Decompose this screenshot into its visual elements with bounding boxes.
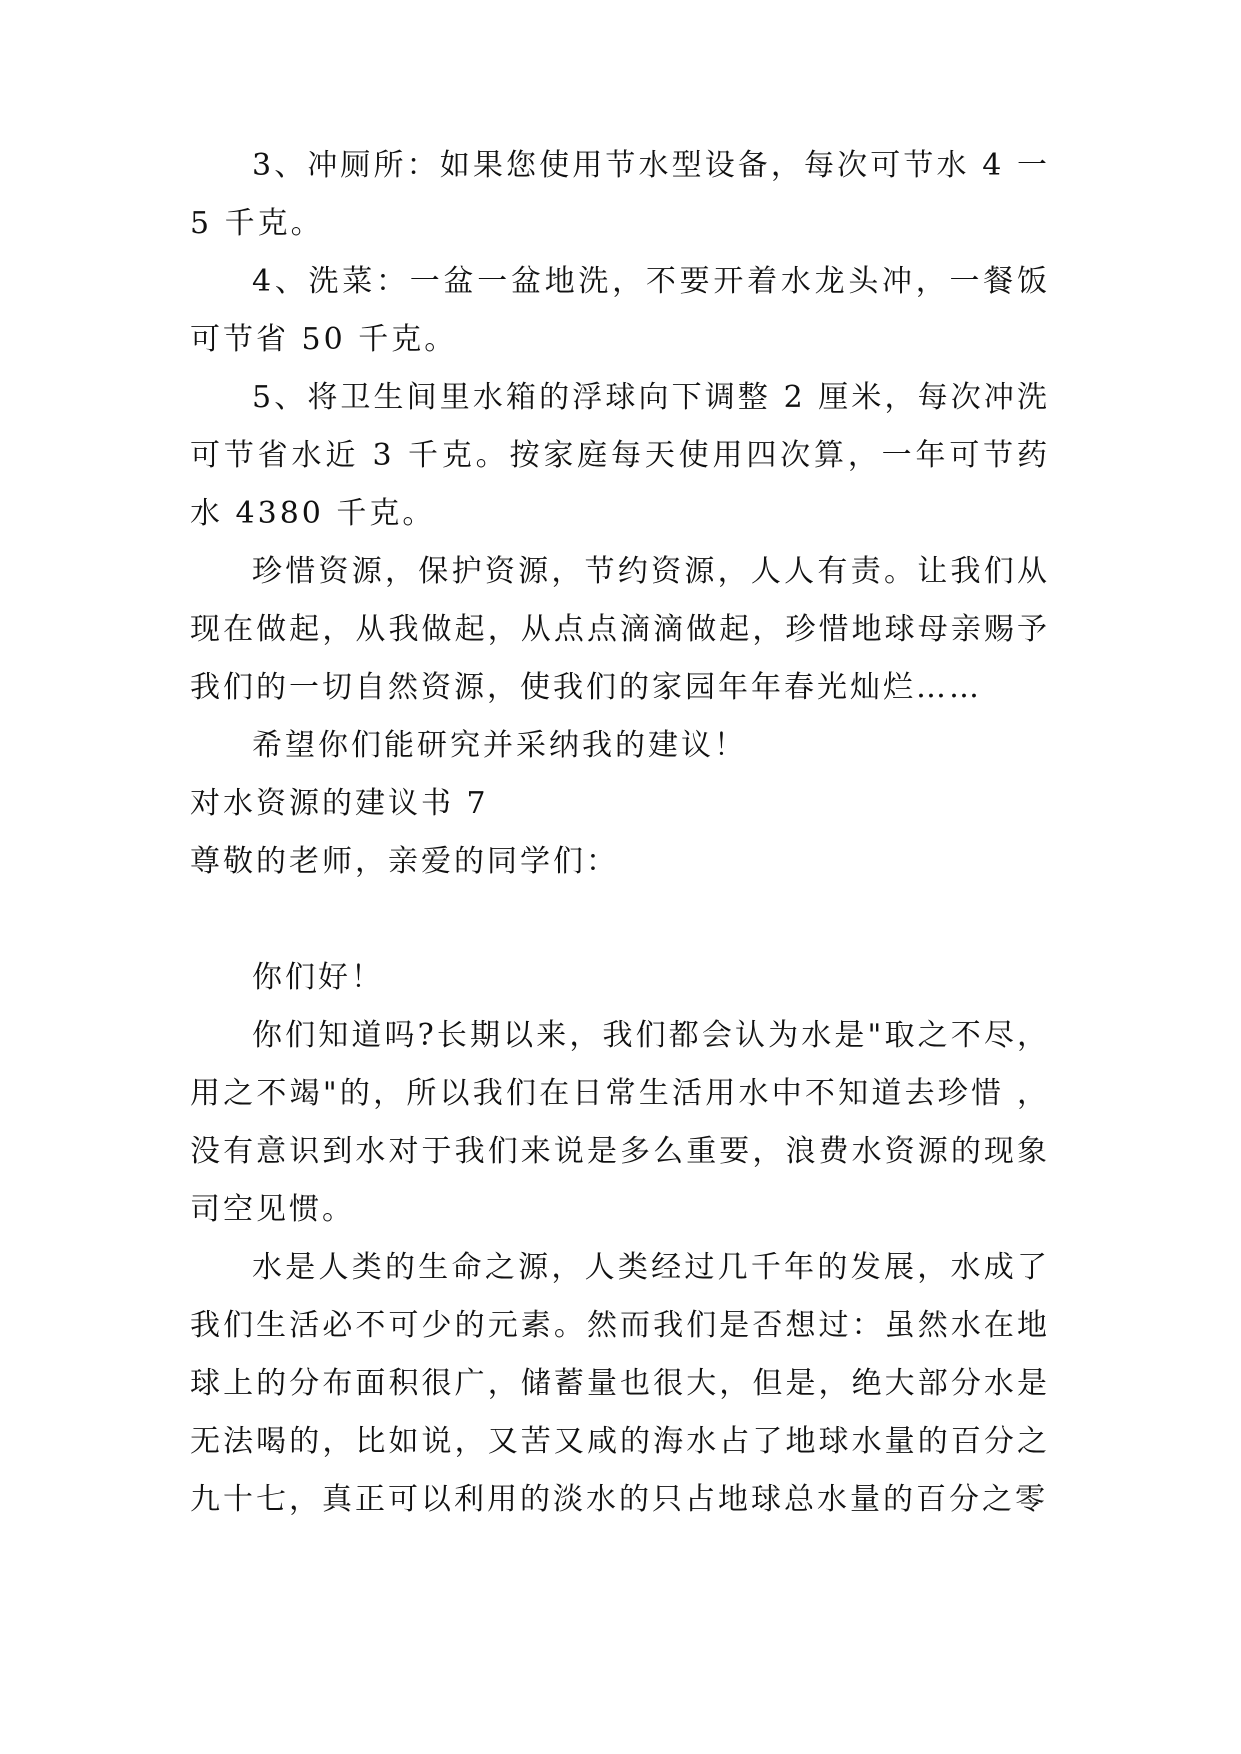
document-body: [190, 137, 1050, 1529]
paragraph-did-you-know: 你们知道吗?长期以来，我们都会认为水是"取之不尽，用之不竭"的，所以我们在日常生活用水中不知道去珍惜 ，没有意识到水对于我们来说是多么重要，浪费水资源的现象司空见惯。: [190, 1018, 1050, 1227]
paragraph-cherish-resources: 珍惜资源，保护资源，节约资源，人人有责。让我们从现在做起，从我做起，从点点滴滴做起，珍惜地球母亲赐予我们的一切自然资源，使我们的家园年年春光灿烂……: [190, 554, 1050, 705]
paragraph-flush-toilet: 3、冲厕所：如果您使用节水型设备，每次可节水 4 一 5 千克。: [190, 148, 1050, 241]
greeting: 你们好！: [252, 960, 384, 995]
paragraph-hope: 希望你们能研究并采纳我的建议！: [252, 728, 747, 763]
paragraph-toilet-float: 5、将卫生间里水箱的浮球向下调整 2 厘米，每次冲洗可节省水近 3 千克。按家庭每天使用四次算，一年可节药水 4380 千克。: [190, 380, 1050, 531]
section-title: 对水资源的建议书 7: [190, 786, 489, 821]
paragraph-water-source-of-life: 水是人类的生命之源，人类经过几千年的发展，水成了我们生活必不可少的元素。然而我们是否想过：虽然水在地球上的分布面积很广，储蓄量也很大，但是，绝大部分水是无法喝的，比如说，又苦又咸的海水占了地球水量的百分之九十七，真正可以利用的淡水的只占地球总水量的百分之零: [190, 1250, 1050, 1517]
paragraph-wash-vegetables: 4、洗菜：一盆一盆地洗，不要开着水龙头冲，一餐饭可节省 50 千克。: [190, 264, 1050, 357]
blank-line: [190, 891, 1050, 949]
salutation: 尊敬的老师，亲爱的同学们：: [190, 844, 619, 879]
